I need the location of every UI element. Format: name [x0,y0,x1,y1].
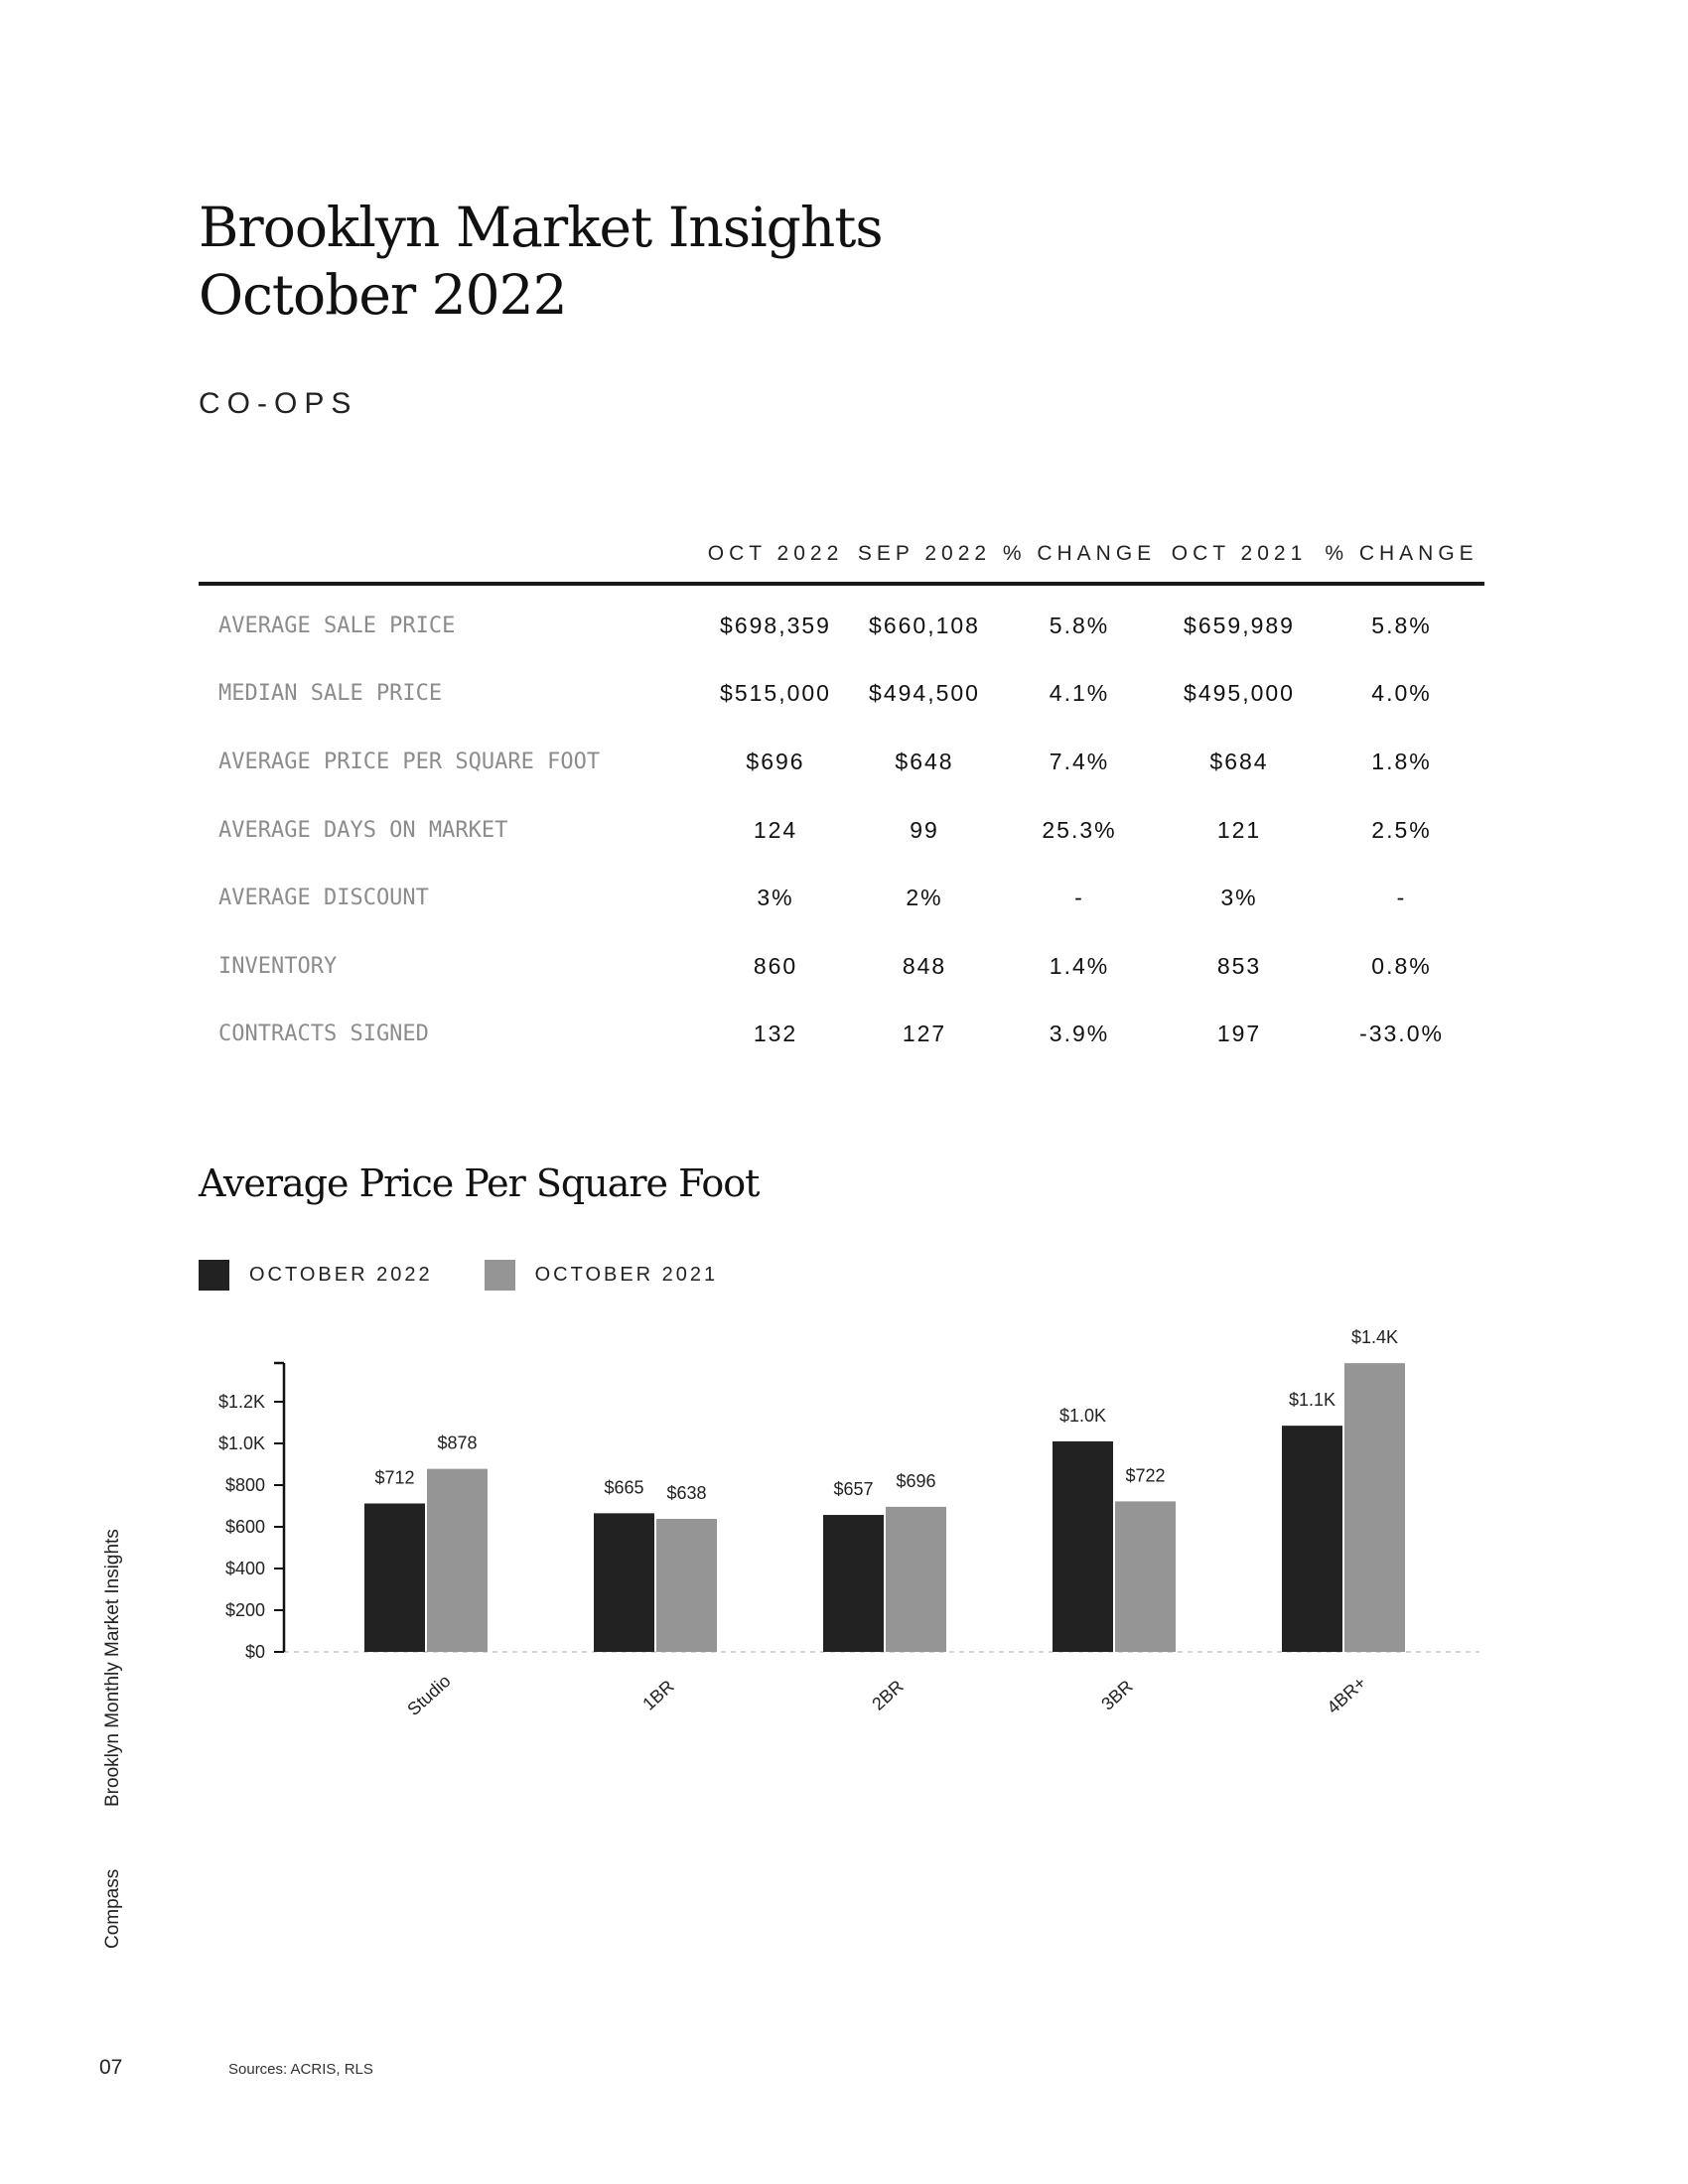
bar-data-label: $722 [1125,1465,1166,1486]
cell-sep-2022: 99 [910,816,939,843]
bar-data-label: $1.1K [1288,1390,1336,1411]
y-tick-label: $400 [224,1559,265,1578]
cell-oct-2021: 3% [1220,885,1258,911]
cell-sep-2022: $660,108 [869,612,980,638]
y-tick-label: $1.0K [217,1433,265,1453]
bar-studio-series-1 [364,1503,425,1652]
x-category-label: 3BR [1097,1676,1137,1714]
cell-oct-2021: $684 [1209,748,1269,774]
bar-data-label: $878 [437,1433,478,1453]
cell-oct-2021: 853 [1216,952,1262,979]
cell-sep-2022: $648 [895,748,954,774]
bar-studio-series-2 [427,1469,488,1652]
bar-4br-plus-series-1 [1282,1426,1342,1652]
cell-oct-2022: $515,000 [720,680,831,707]
cell-change-year: 1.8% [1371,748,1432,774]
x-category-label: 1BR [638,1676,678,1714]
page-title-line-1: Brooklyn Market Insights [199,196,883,259]
bar-2br-series-1 [823,1515,884,1652]
side-brand: Compass [102,1868,123,1949]
x-category-label: Studio [403,1671,455,1720]
bar-data-label: $1.4K [1350,1327,1399,1348]
cell-change-year: 0.8% [1371,952,1432,979]
cell-oct-2022: 124 [753,816,798,843]
bar-data-label: $712 [374,1467,415,1488]
cell-change-month: 1.4% [1049,952,1110,979]
header-change-month: % CHANGE [1002,542,1157,565]
row-label: AVERAGE PRICE PER SQUARE FOOT [218,749,601,774]
cell-change-month: 25.3% [1042,816,1117,843]
legend-label-october-2021: OCTOBER 2021 [534,1263,719,1286]
cell-change-year: 2.5% [1371,816,1432,843]
y-tick-label: $200 [224,1600,265,1620]
cell-change-month: 5.8% [1049,612,1110,638]
cell-oct-2022: $698,359 [720,612,831,638]
header-sep-2022: SEP 2022 [857,542,992,565]
cell-oct-2021: $659,989 [1184,612,1295,638]
bar-2br-series-2 [886,1507,946,1652]
cell-oct-2022: $696 [746,748,805,774]
cell-sep-2022: $494,500 [869,680,980,707]
row-label: CONTRACTS SIGNED [218,1022,429,1047]
bar-1br-series-2 [656,1519,717,1652]
cell-change-month: 7.4% [1049,748,1110,774]
row-label: INVENTORY [218,953,338,979]
header-change-year: % CHANGE [1325,542,1478,565]
cell-sep-2022: 848 [902,952,947,979]
cell-sep-2022: 2% [906,885,943,911]
cell-oct-2021: $495,000 [1184,680,1295,707]
cell-change-month: 4.1% [1049,680,1110,707]
row-label: AVERAGE DISCOUNT [218,886,429,911]
bar-1br-series-1 [594,1513,654,1652]
row-label: MEDIAN SALE PRICE [218,681,443,707]
bar-3br-series-2 [1115,1501,1176,1652]
bar-data-label: $638 [666,1483,707,1504]
bar-data-label: $665 [604,1477,644,1498]
chart-title: Average Price Per Square Foot [199,1161,760,1205]
page-title-line-2: October 2022 [199,263,567,327]
cell-change-year: 4.0% [1371,680,1432,707]
cell-oct-2022: 860 [753,952,798,979]
x-category-label: 4BR+ [1323,1672,1370,1718]
y-tick-label: $0 [244,1642,265,1662]
row-label: AVERAGE DAYS ON MARKET [218,817,508,843]
cell-change-year: - [1396,885,1407,911]
bar-3br-series-1 [1053,1441,1113,1652]
cell-change-year: -33.0% [1359,1021,1444,1047]
header-oct-2022: OCT 2022 [707,542,844,565]
cell-change-year: 5.8% [1371,612,1432,638]
cell-change-month: 3.9% [1049,1021,1110,1047]
cell-change-month: - [1074,885,1084,911]
row-label: AVERAGE SALE PRICE [218,613,456,638]
cell-sep-2022: 127 [902,1021,947,1047]
bar-data-label: $657 [833,1479,874,1500]
legend-label-october-2022: OCTOBER 2022 [249,1263,433,1286]
bar-data-label: $1.0K [1058,1405,1107,1426]
section-heading: CO-OPS [199,387,358,420]
y-tick-label: $1.2K [217,1392,265,1412]
header-oct-2021: OCT 2021 [1171,542,1308,565]
y-tick-label: $600 [224,1517,265,1537]
sources-note: Sources: ACRIS, RLS [228,2061,373,2078]
bar-4br-plus-series-2 [1344,1363,1405,1652]
side-report-title: Brooklyn Monthly Market Insights [102,1529,123,1807]
x-category-label: 2BR [868,1676,908,1714]
y-tick-label: $800 [224,1475,265,1495]
cell-oct-2021: 197 [1216,1021,1262,1047]
cell-oct-2022: 3% [757,885,794,911]
page-number: 07 [99,2056,123,2079]
cell-oct-2022: 132 [753,1021,798,1047]
bar-data-label: $696 [896,1470,936,1491]
cell-oct-2021: 121 [1216,816,1262,843]
